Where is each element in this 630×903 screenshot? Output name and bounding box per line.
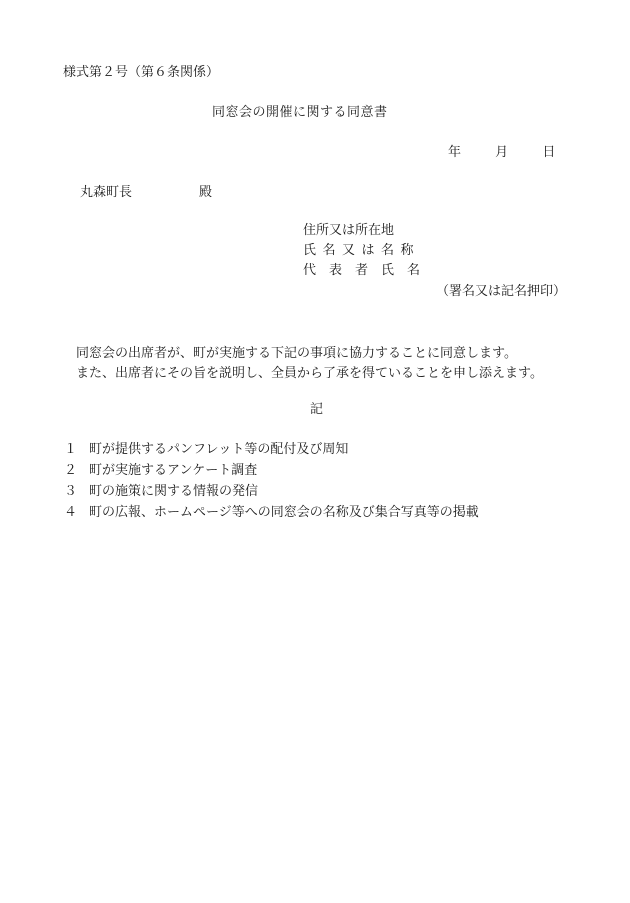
consent-line-1: 同窓会の出席者が、町が実施する下記の事項に協力することに同意します。 [76,346,517,361]
consent-line-2: また、出席者にその旨を説明し、全員から了承を得ていることを申し添えます。 [76,366,543,381]
item-text: 町が実施するアンケート調査 [89,463,258,478]
consent-body [76,344,543,384]
form-number: 様式第２号（第６条関係） [63,65,220,80]
representative-label: 代表者氏名 [303,263,434,278]
list-item [64,485,479,506]
items-list [64,443,479,527]
item-number: ３ [64,484,78,499]
document-title: 同窓会の開催に関する同意書 [212,105,388,120]
date-year-label: 年 [448,145,462,160]
item-text: 町が提供するパンフレット等の配付及び周知 [89,442,349,457]
item-number: ２ [64,463,78,478]
signature-note: （署名又は記名押印） [436,284,567,299]
list-item [64,443,479,464]
addressee-honorific: 殿 [199,185,213,200]
record-heading: 記 [310,402,324,417]
item-text: 町の施策に関する情報の発信 [89,484,259,499]
list-item [64,506,479,527]
address-label: 住所又は所在地 [303,223,395,238]
addressee-name: 丸森町長 [80,185,133,200]
item-number: １ [64,442,78,457]
date-line [448,146,555,159]
item-number: ４ [64,505,78,520]
applicant-block [303,224,433,284]
date-month-label: 月 [495,145,509,160]
addressee [80,186,212,199]
item-text: 町の広報、ホームページ等への同窓会の名称及び集合写真等の掲載 [89,505,479,520]
list-item [64,464,479,485]
name-label: 氏名又は名称 [303,243,421,258]
date-day-label: 日 [542,145,556,160]
